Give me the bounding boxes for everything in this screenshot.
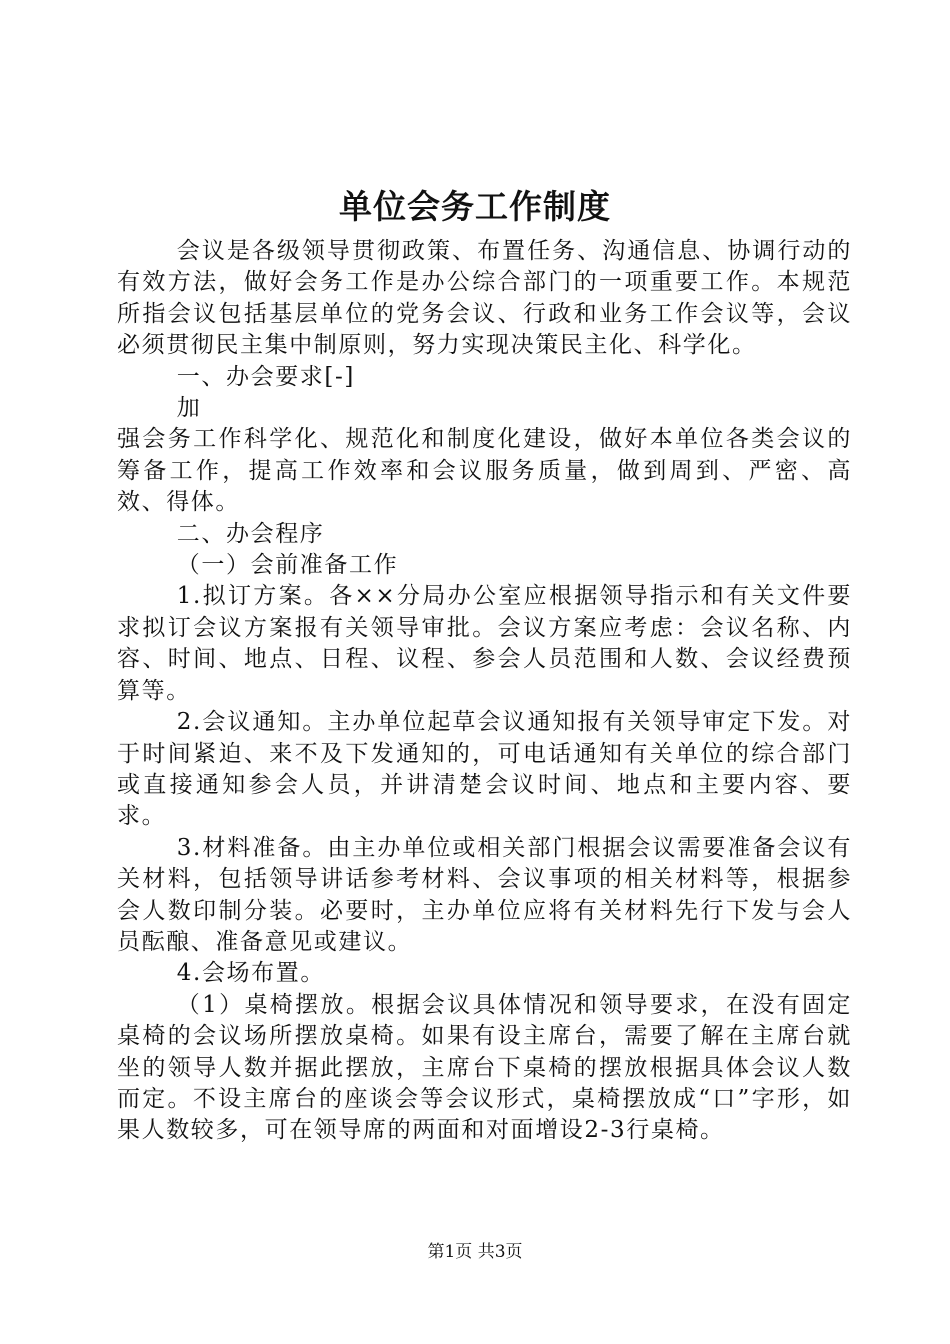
document-body xyxy=(117,236,852,1147)
heading-requirements: 一、办会要求[-] xyxy=(176,363,355,390)
page-footer: 第1页 共3页 xyxy=(427,1242,523,1262)
paragraph-seating: （1）桌椅摆放。根据会议具体情况和领导要求，在没有固定桌椅的会议场所摆放桌椅。如果有设主席台，需要了解在主席台就坐的领导人数并据此摆放，主席台下桌椅的摆放根据具体会议人数而定。不设主席台的座谈会等会议形式，桌椅摆放成“口”字形，如果人数较多，可在领导席的两面和对面增设2-3行桌椅。 xyxy=(117,991,852,1144)
subheading-preparation: （一）会前准备工作 xyxy=(176,552,399,579)
document-title: 单位会务工作制度 xyxy=(339,187,611,226)
paragraph-venue: 4.会场布置。 xyxy=(176,960,325,987)
paragraph-plan: 1.拟订方案。各××分局办公室应根据领导指示和有关文件要求拟订会议方案报有关领导审批。会议方案应考虑：会议名称、内容、时间、地点、日程、议程、参会人员范围和人数、会议经费预算等。 xyxy=(117,583,852,704)
paragraph-requirements: 强会务工作科学化、规范化和制度化建设，做好本单位各类会议的筹备工作，提高工作效率和会议服务质量，做到周到、严密、高效、得体。 xyxy=(117,426,852,516)
heading-procedure: 二、办会程序 xyxy=(176,520,325,547)
paragraph-notice: 2.会议通知。主办单位起草会议通知报有关领导审定下发。对于时间紧迫、来不及下发通知的，可电话通知有关单位的综合部门或直接通知参会人员，并讲清楚会议时间、地点和主要内容、要求。 xyxy=(117,709,852,830)
paragraph-intro: 会议是各级领导贯彻政策、布置任务、沟通信息、协调行动的有效方法，做好会务工作是办公综合部门的一项重要工作。本规范所指会议包括基层单位的党务会议、行政和业务工作会议等，会议必须贯彻民主集中制原则，努力实现决策民主化、科学化。 xyxy=(117,238,852,359)
paragraph-fragment: 加 xyxy=(176,395,202,422)
paragraph-materials: 3.材料准备。由主办单位或相关部门根据会议需要准备会议有关材料，包括领导讲话参考材料、会议事项的相关材料等，根据参会人数印制分装。必要时，主办单位应将有关材料先行下发与会人员酝酿、准备意见或建议。 xyxy=(117,834,852,955)
